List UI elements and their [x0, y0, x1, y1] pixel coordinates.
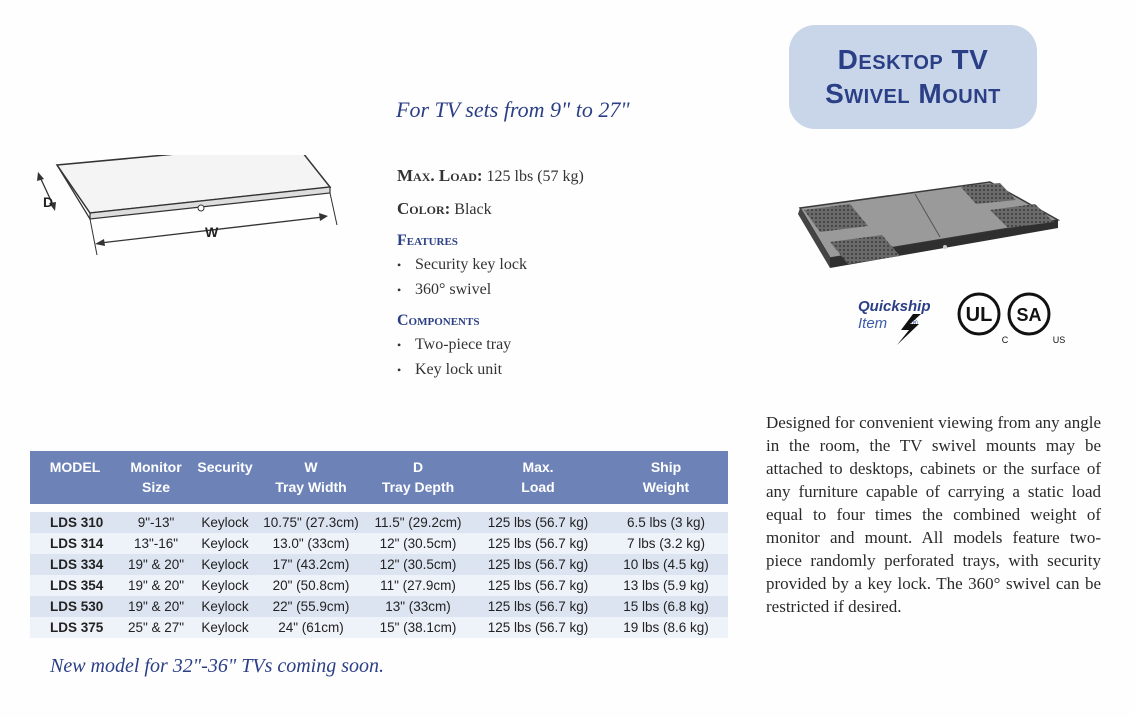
width-extension-line-left — [90, 219, 97, 255]
depth-arrow-head-top — [37, 172, 44, 181]
tray-dimension-diagram — [25, 155, 345, 265]
list-item: • Two-piece tray — [397, 336, 512, 353]
table-header-row — [30, 451, 728, 504]
max-load-spec — [397, 166, 584, 186]
header-tray-width: W Tray Width — [275, 459, 347, 495]
key-lock-icon — [198, 205, 204, 211]
key-lock-icon — [943, 245, 947, 249]
title-badge — [789, 25, 1037, 129]
table-row: LDS 354 19" & 20" Keylock 20" (50.8cm) 11" (27.9cm) 125 lbs (56.7 kg) 13 lbs (5.9 kg) — [30, 575, 728, 596]
features-list — [397, 252, 527, 302]
ul-c-mark: C — [1001, 335, 1009, 345]
width-label: W — [205, 224, 219, 240]
list-item: • Key lock unit — [397, 361, 503, 378]
title-line-2: Swivel Mount — [825, 78, 1001, 109]
csa-logo-text: SA — [1016, 305, 1042, 325]
max-load-value: 125 lbs (57 kg) — [482, 168, 584, 185]
title-line-1: Desktop TV — [837, 44, 989, 75]
table-row: LDS 314 13"-16" Keylock 13.0" (33cm) 12" (30.5cm) 125 lbs (56.7 kg) 7 lbs (3.2 kg) — [30, 533, 728, 554]
component-text: Key lock unit — [415, 361, 503, 378]
color-value: Black — [450, 201, 492, 218]
feature-text: 360° swivel — [415, 281, 492, 298]
table-row: LDS 375 25" & 27" Keylock 24" (61cm) 15" (38.1cm) 125 lbs (56.7 kg) 19 lbs (8.6 kg) — [30, 617, 728, 638]
certification-marks — [955, 290, 1070, 345]
header-tray-depth: D Tray Depth — [381, 459, 455, 495]
subtitle: For TV sets from 9" to 27" — [396, 97, 630, 122]
width-arrow-head-left — [95, 239, 105, 246]
width-extension-line-right — [330, 193, 337, 225]
header-model: MODEL — [49, 459, 101, 475]
feature-text: Security key lock — [415, 256, 527, 273]
components-list — [397, 332, 511, 382]
model-spec-table — [30, 451, 728, 638]
color-spec — [397, 199, 492, 219]
width-arrow-head-right — [319, 213, 328, 221]
color-label: Color: — [397, 199, 451, 218]
components-heading: Components — [397, 312, 480, 329]
table-row: LDS 334 19" & 20" Keylock 17" (43.2cm) 12" (30.5cm) 125 lbs (56.7 kg) 10 lbs (4.5 kg) — [30, 554, 728, 575]
ul-logo-text: UL — [965, 304, 993, 326]
list-item: • Security key lock — [397, 256, 527, 273]
list-item: • 360° swivel — [397, 281, 492, 298]
max-load-label: Max. Load: — [397, 166, 483, 185]
table-row: LDS 310 9"-13" Keylock 10.75" (27.3cm) 11.5" (29.2cm) 125 lbs (56.7 kg) 6.5 lbs (3 kg) — [30, 512, 728, 533]
component-text: Two-piece tray — [415, 336, 512, 353]
quickship-label: Quickship — [858, 298, 931, 315]
lightning-bolt-icon — [893, 312, 923, 346]
table-row: LDS 530 19" & 20" Keylock 22" (55.9cm) 13" (33cm) 125 lbs (56.7 kg) 15 lbs (6.8 kg) — [30, 596, 728, 617]
coming-soon-note: New model for 32"-36" TVs coming soon. — [50, 655, 385, 677]
header-monitor-size: Monitor Size — [130, 459, 182, 495]
product-description: Designed for convenient viewing from any angle in the room, the TV swivel mounts may be attached to desktops, cabinets or the surface of any furniture capable of carrying a static load equal to four times the combined weight of monitor and mount. All models feature two-piece randomly perforated trays, with security provided by a key lock. The 360° swivel can be restricted if desired. — [766, 413, 1101, 616]
depth-label: D — [43, 194, 54, 210]
csa-us-mark: US — [1052, 335, 1066, 345]
features-heading: Features — [397, 232, 458, 249]
header-security: Security — [197, 459, 253, 475]
product-photo — [790, 180, 1065, 275]
quickship-item-label: Item ® — [858, 315, 918, 332]
header-max-load: Max. Load — [521, 459, 555, 495]
header-ship-weight: Ship Weight — [642, 459, 690, 495]
